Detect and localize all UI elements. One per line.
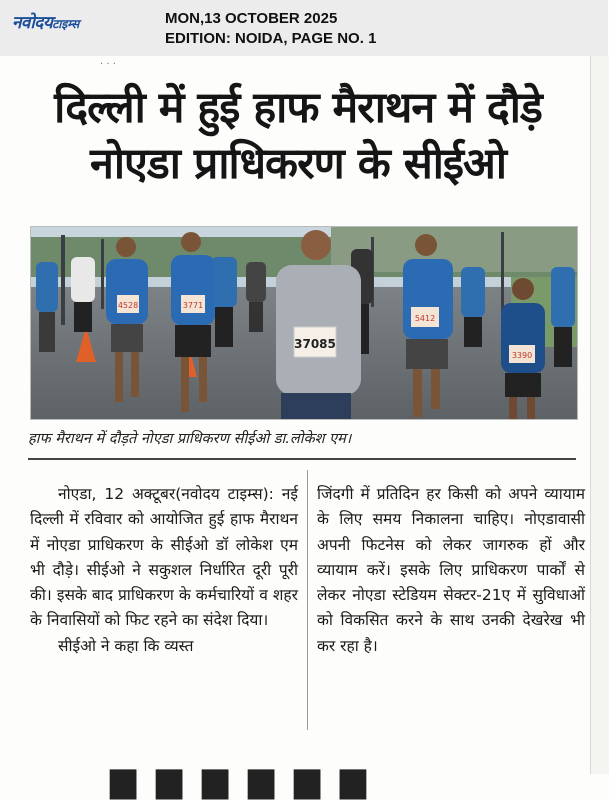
bib-number-4: 5412 (414, 314, 436, 323)
photo-caption: हाफ मैराथन में दौड़ते नोएडा प्राधिकरण सीईओ डा.लोकेश एम। (28, 431, 352, 447)
column-2-paragraph-1: जिंदगी में प्रतिदिन हर किसी को अपने व्यायाम के लिए समय निकालना चाहिए। नोएडावासी अपनी फिटनेस को लेकर जागरुक हों और व्यायाम करें। इसके लिए प्राधिकरण पार्कों से लेकर नोएडा स्टेडियम सेक्टर-21ए में सुविधाओं को विकसित करने के साथ उनकी देखरेख भी कर रहा है। (317, 485, 585, 655)
bib-number-5: 3390 (511, 351, 533, 360)
bib-number-2: 4528 (117, 301, 139, 310)
next-headline-cut: ▆ ▆ ▆ ▆ ▆ ▆ (110, 760, 371, 800)
headline-line-2: नोएडा प्राधिकरण के सीईओ (89, 139, 507, 189)
marathon-photo (30, 226, 578, 420)
newspaper-logo[interactable] (12, 10, 79, 33)
masthead-bar (0, 0, 608, 56)
edition-info (165, 9, 376, 49)
column-1-paragraph-2: सीईओ ने कहा कि व्यस्त (58, 636, 194, 655)
column-separator (307, 470, 308, 730)
article-column-2 (317, 482, 585, 659)
headline-line-1: दिल्ली में हुई हाफ मैराथन में दौड़े (54, 83, 542, 133)
caption-divider (28, 458, 576, 460)
torn-top-line: . . . (100, 56, 116, 67)
logo-sub: टाइम्स (52, 17, 80, 31)
issue-date: MON,13 OCTOBER 2025 (165, 10, 338, 27)
edition-page: EDITION: NOIDA, PAGE NO. 1 (165, 30, 377, 47)
bib-number-3: 3771 (182, 301, 204, 310)
bib-number-main: 37085 (294, 337, 336, 351)
article-column-1 (30, 482, 298, 659)
logo-main: नवोदय (12, 13, 53, 33)
adjacent-page-edge (590, 56, 609, 774)
marathon-photo-illustration (31, 227, 577, 419)
headline (18, 80, 578, 192)
column-1-paragraph-1: नोएडा, 12 अक्टूबर(नवोदय टाइम्स): नई दिल्ली में रविवार को आयोजित हुई हाफ मैराथन में नोएडा प्राधिकरण के सीईओ डॉ लोकेश एम भी दौड़े। सीईओ ने सकुशल निर्धारित दूरी पूरी की। इसके बाद प्राधिकरण के कर्मचारियों व शहर के निवासियों को फिट रहने का संदेश दिया। (30, 485, 298, 630)
